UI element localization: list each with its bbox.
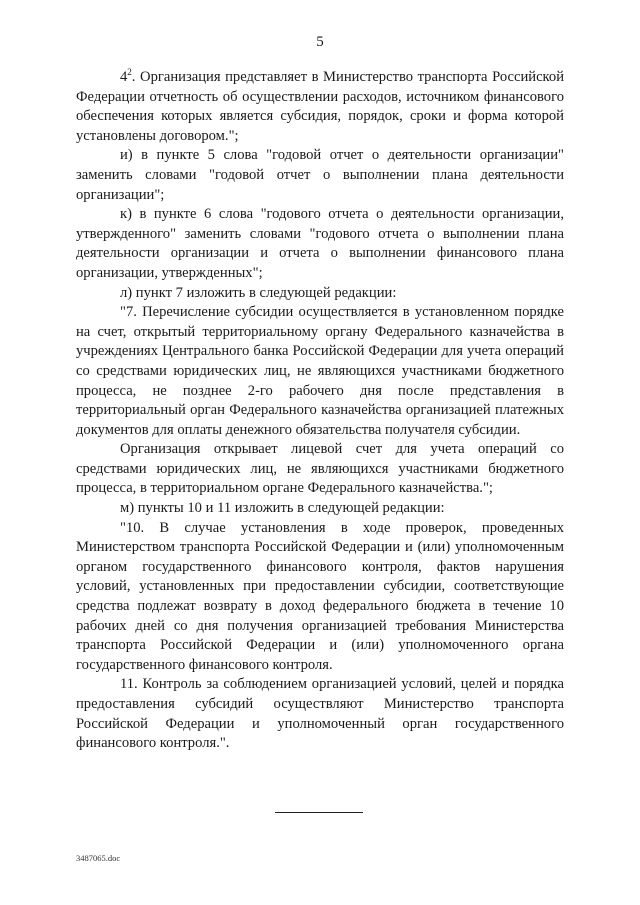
paragraph-clause-10: "10. В случае установления в ходе проверок, проведенных Министерством транспорта Российской Федерации и (или) уполномоченным органом государственного финансового контроля, фактов нарушения условий, установленных при предоставлении субсидии, соответствующие средства подлежат возврату в доход федерального бюджета в течение 10 рабочих дней со дня получения организацией требования Министерства транспорта Российской Федерации и (или) уполномоченного органа государственного финансового контроля.: [76, 519, 564, 673]
page-number: 5: [316, 34, 324, 50]
paragraph-text: . Организация представляет в Министерство транспорта Российской Федерации отчетность об осуществлении расходов, источником финансового обеспечения которых является субсидия, порядок, сроки и форма которой установлены договором.";: [76, 69, 564, 144]
paragraph-item-i: и) в пункте 5 слова "годовой отчет о деятельности организации" заменить словами "годовой отчет о выполнении плана деятельности организации";: [76, 147, 564, 203]
paragraph-item-m: м) пункты 10 и 11 изложить в следующей редакции:: [120, 500, 445, 517]
paragraph-4-2: [76, 68, 564, 146]
document-body: [76, 68, 564, 754]
paragraph-item-k: к) в пункте 6 слова "годового отчета о деятельности организации, утвержденного" заменить словами "годового отчета о выполнении плана деятельности организации и отчета о выполнении финансового плана организации, утвержденных";: [76, 206, 564, 281]
document-file-code: 3487065.doc: [76, 853, 121, 863]
paragraph-clause-7-continued: Организация открывает лицевой счет для учета операций со средствами юридических лиц, не являющихся участниками бюджетного процесса, в территориальном органе Федерального казначейства.";: [76, 441, 564, 497]
separator-line: [275, 812, 363, 813]
paragraph-clause-7: "7. Перечисление субсидии осуществляется в установленном порядке на счет, открытый территориальному органу Федерального казначейства в учреждениях Центрального банка Российской Федерации для учета операций со средствами юридических лиц, не являющихся участниками бюджетного процесса, не позднее 2-го рабочего дня после представления в территориальный орган Федерального казначейства организацией платежных документов для оплаты денежного обязательства получателя субсидии.: [76, 304, 564, 438]
paragraph-number: 4: [120, 69, 128, 85]
paragraph-item-l: л) пункт 7 изложить в следующей редакции:: [120, 284, 397, 301]
paragraph-clause-11: 11. Контроль за соблюдением организацией условий, целей и порядка предоставления субсидий осуществляют Министерство транспорта Российской Федерации и уполномоченный орган государственного финансового контроля.".: [76, 676, 564, 752]
paragraph-number-superscript: 2: [127, 67, 132, 78]
